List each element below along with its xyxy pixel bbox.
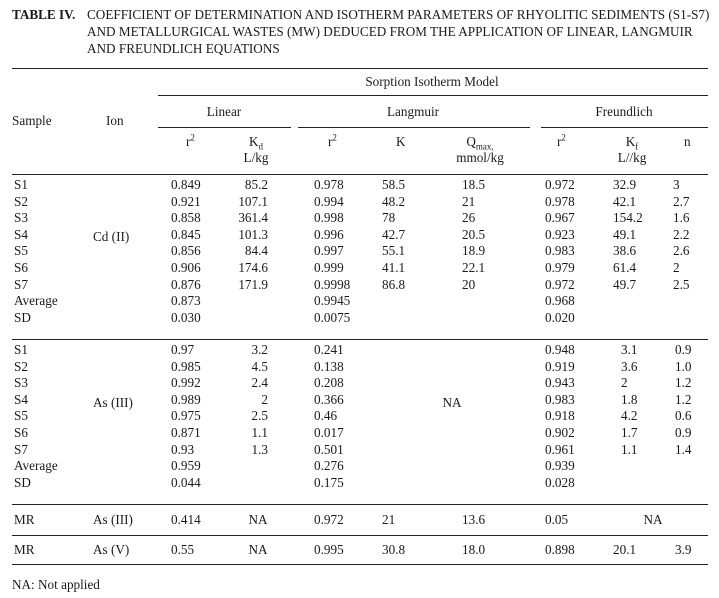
cd-row-k: 42.7 <box>382 226 406 242</box>
as-row-gr2: 0.276 <box>314 458 344 474</box>
cd-row-qmax: 20.5 <box>462 226 486 242</box>
as-row-n: 0.9 <box>675 425 692 440</box>
as-row-fr2: 0.961 <box>545 441 575 457</box>
cd-row-lr2: 0.921 <box>171 193 201 209</box>
table-title: COEFFICIENT OF DETERMINATION AND ISOTHERM PARAMETERS OF RHYOLITIC SEDIMENTS (S1-S7) AND METALLURGICAL WASTES (MW) DEDUCED FROM THE APPLICATION OF LINEAR, LANGMUIR AND FREUNDLICH EQUATIONS <box>87 7 710 56</box>
cd-row-kd: 101.3 <box>238 226 268 242</box>
as-row-lr2: 0.871 <box>171 425 201 440</box>
as-row-fr2: 0.919 <box>545 358 575 374</box>
mr-row-sample: MR <box>14 512 35 527</box>
cd-ion-label: Cd (II) <box>93 229 130 244</box>
mr-row-k: 30.8 <box>382 542 406 557</box>
as-row-lr2: 0.992 <box>171 375 201 391</box>
cd-row-fr2: 0.020 <box>545 309 575 325</box>
as-row-sample: Average <box>14 458 58 474</box>
cd-block-bottom-rule <box>12 339 708 340</box>
as-row-sample: S5 <box>14 408 28 424</box>
cd-row-qmax: 20 <box>462 276 476 292</box>
kd-unit: L/kg <box>243 150 269 165</box>
as-row-kf: 4.2 <box>621 408 638 424</box>
as-row-kd: 2.5 <box>251 408 268 424</box>
cd-row-kd: 361.4 <box>238 210 268 226</box>
mr-row-gr2: 0.972 <box>314 512 344 527</box>
as-row-sample: S1 <box>14 342 28 357</box>
cd-row-fr2: 0.968 <box>545 293 575 309</box>
cd-row-lr2: 0.849 <box>171 177 201 192</box>
mr-row-qmax: 13.6 <box>462 512 486 527</box>
qmax-header: $Q_{max,}$ <box>466 134 494 152</box>
cd-row-gr2: 0.0075 <box>314 309 351 325</box>
as-row-sample: S2 <box>14 358 28 374</box>
as-row-kf: 3.6 <box>621 358 638 374</box>
table-caption <box>12 6 712 57</box>
cd-row-lr2: 0.876 <box>171 276 201 292</box>
cd-row-gr2: 0.998 <box>314 210 344 226</box>
cd-row-sample: S1 <box>14 177 28 192</box>
cd-row-kd: 107.1 <box>238 193 268 209</box>
as-row-kf: 1.7 <box>621 425 638 440</box>
as-row-fr2: 0.939 <box>545 458 575 474</box>
cd-row-qmax: 18.9 <box>462 243 486 259</box>
linear-header: Linear <box>206 104 242 119</box>
cd-row-kf: 32.9 <box>613 177 637 192</box>
as-row-sample: S7 <box>14 441 28 457</box>
cd-row-gr2: 0.978 <box>314 177 344 192</box>
as-row-kf: 3.1 <box>621 342 638 357</box>
mr1-bottom-rule <box>12 535 708 536</box>
mr-row-kf: 20.1 <box>613 542 637 557</box>
mr-row-qmax: 18.0 <box>462 542 486 557</box>
cd-row-fr2: 0.923 <box>545 226 575 242</box>
as-row-lr2: 0.989 <box>171 391 201 407</box>
cd-row-sample: S2 <box>14 193 28 209</box>
cd-row-sample: S6 <box>14 260 28 275</box>
mr-row-gr2: 0.995 <box>314 542 344 557</box>
mr-row-lr2: 0.414 <box>171 512 201 527</box>
as-block-bottom-rule <box>12 504 708 505</box>
linear-underline <box>158 127 291 128</box>
cd-row-n: 2.2 <box>673 226 690 242</box>
cd-row-kf: 49.7 <box>613 276 637 292</box>
cd-row-lr2: 0.906 <box>171 260 201 275</box>
as-row-gr2: 0.208 <box>314 375 344 391</box>
cd-row-n: 2 <box>673 260 680 275</box>
langmuir-header: Langmuir <box>386 104 440 119</box>
as-row-fr2: 0.902 <box>545 425 575 440</box>
langmuir-r2-header: $r^2$ <box>328 132 337 149</box>
cd-row-kf: 38.6 <box>613 243 637 259</box>
as-row-gr2: 0.138 <box>314 358 344 374</box>
cd-row-sample: S3 <box>14 210 28 226</box>
sample-header: Sample <box>12 113 52 128</box>
as-row-fr2: 0.918 <box>545 408 575 424</box>
cd-row-lr2: 0.856 <box>171 243 201 259</box>
freundlich-r2-header: $r^2$ <box>557 132 566 149</box>
mr-row-fr2: 0.898 <box>545 542 575 557</box>
mr-row-k: 21 <box>382 512 396 527</box>
table-label: TABLE IV. <box>12 7 76 22</box>
cd-row-kd: 84.4 <box>244 243 268 259</box>
cd-row-fr2: 0.967 <box>545 210 575 226</box>
as-row-lr2: 0.044 <box>171 474 201 490</box>
freundlich-underline <box>541 127 708 128</box>
cd-row-qmax: 22.1 <box>462 260 486 275</box>
cd-row-n: 2.7 <box>673 193 690 209</box>
as-row-n: 1.0 <box>675 358 692 374</box>
langmuir-underline <box>298 127 530 128</box>
cd-row-k: 48.2 <box>382 193 406 209</box>
as-row-kf: 2 <box>621 375 628 391</box>
as-row-n: 1.4 <box>675 441 692 457</box>
cd-row-gr2: 0.994 <box>314 193 344 209</box>
cd-row-qmax: 18.5 <box>462 177 486 192</box>
as-row-kd: 4.5 <box>251 358 268 374</box>
mr-row-n: 3.9 <box>675 542 692 557</box>
cd-row-gr2: 0.999 <box>314 260 344 275</box>
cd-row-lr2: 0.858 <box>171 210 201 226</box>
as-row-n: 1.2 <box>675 391 692 407</box>
cd-row-fr2: 0.978 <box>545 193 575 209</box>
cd-row-lr2: 0.845 <box>171 226 201 242</box>
as-row-n: 0.9 <box>675 342 692 357</box>
mr-row-fna: NA <box>643 512 663 527</box>
as-row-fr2: 0.983 <box>545 391 575 407</box>
cd-row-kd: 174.6 <box>238 260 268 275</box>
header-bottom-rule <box>12 174 708 175</box>
as-row-gr2: 0.175 <box>314 474 344 490</box>
cd-row-k: 58.5 <box>382 177 406 192</box>
mr-row-ion: As (V) <box>93 542 130 557</box>
as-langmuir-na: NA <box>442 395 462 410</box>
cd-row-k: 78 <box>382 210 396 226</box>
cd-row-sample: S5 <box>14 243 28 259</box>
as-row-n: 1.2 <box>675 375 692 391</box>
cd-row-qmax: 21 <box>462 193 476 209</box>
as-row-kd: 1.1 <box>251 425 268 440</box>
cd-row-k: 41.1 <box>382 260 406 275</box>
cd-row-gr2: 0.996 <box>314 226 344 242</box>
as-ion-label: As (III) <box>93 395 133 410</box>
group-header: Sorption Isotherm Model <box>365 74 499 89</box>
cd-row-kf: 49.1 <box>613 226 637 242</box>
cd-row-fr2: 0.972 <box>545 177 575 192</box>
as-row-lr2: 0.985 <box>171 358 201 374</box>
as-row-gr2: 0.46 <box>314 408 338 424</box>
cd-row-kf: 61.4 <box>613 260 637 275</box>
cd-row-k: 55.1 <box>382 243 406 259</box>
mr-row-kd: NA <box>248 512 268 527</box>
mr-row-fr2: 0.05 <box>545 512 569 527</box>
mr-row-ion: As (III) <box>93 512 133 527</box>
as-row-gr2: 0.366 <box>314 391 344 407</box>
k-header: K <box>396 134 406 149</box>
kd-header: $K_d$ <box>248 134 264 152</box>
cd-row-n: 2.6 <box>673 243 690 259</box>
cd-row-qmax: 26 <box>462 210 476 226</box>
as-row-kd: 2.4 <box>251 375 268 391</box>
as-row-kd: 3.2 <box>251 342 268 357</box>
as-row-fr2: 0.948 <box>545 342 575 357</box>
cd-row-sample: S4 <box>14 226 28 242</box>
group-underline <box>158 95 708 96</box>
cd-row-kf: 42.1 <box>613 193 637 209</box>
cd-row-lr2: 0.873 <box>171 293 201 309</box>
as-row-lr2: 0.975 <box>171 408 201 424</box>
as-row-sample: S6 <box>14 425 28 440</box>
as-row-n: 0.6 <box>675 408 692 424</box>
cd-row-sample: Average <box>14 293 58 309</box>
qmax-unit: mmol/kg <box>456 150 504 165</box>
n-header: n <box>684 134 691 149</box>
as-row-lr2: 0.959 <box>171 458 201 474</box>
cd-row-n: 3 <box>673 177 680 192</box>
cd-row-gr2: 0.9998 <box>314 276 351 292</box>
footnote: NA: Not applied <box>12 577 100 592</box>
cd-row-lr2: 0.030 <box>171 309 201 325</box>
linear-r2-header: $r^2$ <box>186 132 195 149</box>
top-rule <box>12 68 708 69</box>
as-row-sample: S4 <box>14 391 28 407</box>
cd-row-gr2: 0.997 <box>314 243 344 259</box>
mr-row-lr2: 0.55 <box>171 542 195 557</box>
cd-row-k: 86.8 <box>382 276 406 292</box>
cd-row-fr2: 0.972 <box>545 276 575 292</box>
as-row-kd: 2 <box>261 391 268 407</box>
cd-row-n: 1.6 <box>673 210 690 226</box>
cd-row-fr2: 0.983 <box>545 243 575 259</box>
cd-row-sample: SD <box>14 309 31 325</box>
linear-block1-rule <box>158 174 291 175</box>
cd-row-kf: 154.2 <box>613 210 643 226</box>
freundlich-header: Freundlich <box>595 104 653 119</box>
cd-row-kd: 171.9 <box>238 276 268 292</box>
as-row-sample: S3 <box>14 375 28 391</box>
cd-row-sample: S7 <box>14 276 28 292</box>
as-row-lr2: 0.93 <box>171 441 195 457</box>
ion-header: Ion <box>106 113 124 128</box>
as-row-fr2: 0.028 <box>545 474 575 490</box>
as-row-gr2: 0.241 <box>314 342 344 357</box>
as-row-gr2: 0.017 <box>314 425 344 440</box>
mr-row-sample: MR <box>14 542 35 557</box>
cd-row-gr2: 0.9945 <box>314 293 351 309</box>
mr-row-kd: NA <box>248 542 268 557</box>
as-row-kd: 1.3 <box>251 441 268 457</box>
as-row-gr2: 0.501 <box>314 441 344 457</box>
bottom-rule <box>12 564 708 565</box>
as-row-kf: 1.8 <box>621 391 638 407</box>
as-row-kf: 1.1 <box>621 441 638 457</box>
cd-row-n: 2.5 <box>673 276 690 292</box>
as-row-fr2: 0.943 <box>545 375 575 391</box>
cd-row-fr2: 0.979 <box>545 260 575 275</box>
cd-row-kd: 85.2 <box>244 177 268 192</box>
kf-header: $K_f$ <box>625 134 639 152</box>
as-row-sample: SD <box>14 474 31 490</box>
as-row-lr2: 0.97 <box>171 342 195 357</box>
kf-unit: L//kg <box>617 150 647 165</box>
